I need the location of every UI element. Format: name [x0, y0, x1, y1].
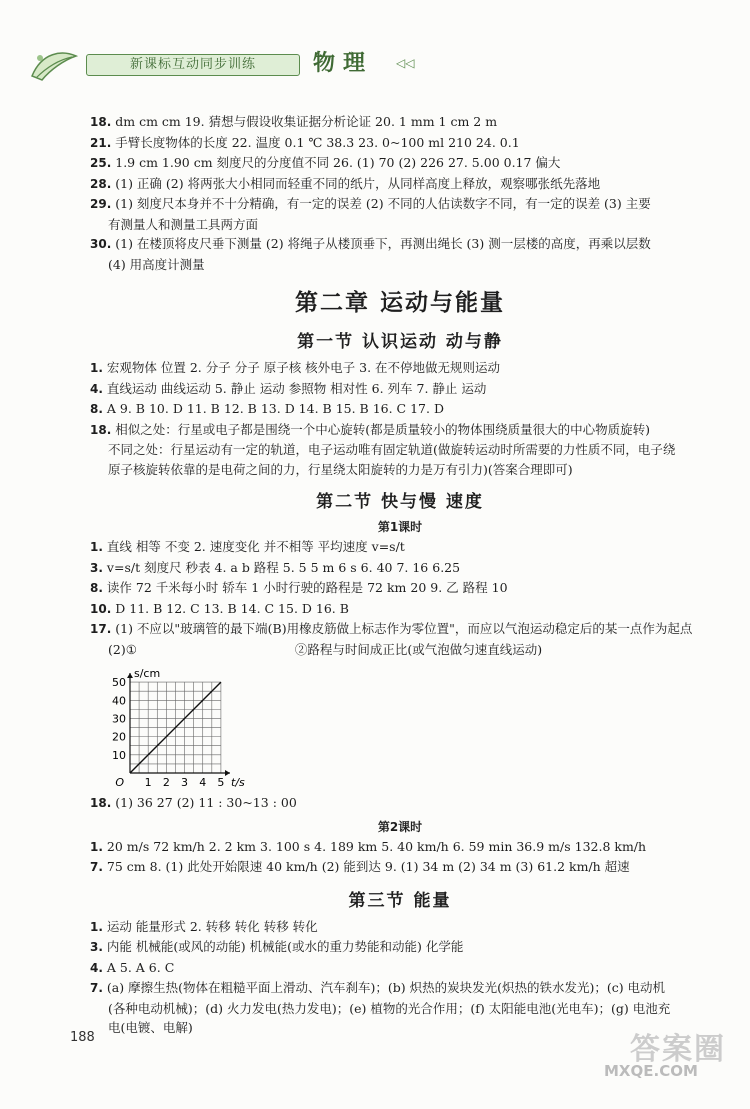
- answer-text: v=s/t 刻度尺 秒表 4. a b 路程 5. 5 5 m 6 s 6. 40 7. 16 6.25: [106, 559, 461, 575]
- answer-line: [90, 358, 710, 379]
- y-tick-label: 40: [112, 694, 126, 708]
- answer-line: [90, 379, 710, 400]
- y-tick-label: 50: [112, 676, 126, 690]
- answer-text: 宏观物体 位置 2. 分子 分子 原子核 核外电子 3. 在不停地做无规则运动: [106, 360, 501, 375]
- answer-line: [90, 420, 710, 441]
- question-number: 1.: [90, 919, 103, 934]
- lesson1-answers-cont: [90, 793, 710, 814]
- question-number: 25.: [90, 156, 112, 170]
- answer-line: [90, 234, 710, 255]
- answer-line: [90, 619, 710, 640]
- answer-line: [90, 837, 710, 858]
- question-number: 8.: [90, 402, 103, 416]
- answer-line: [90, 194, 710, 215]
- answer-text: 原子核旋转依靠的是电荷之间的力，行星绕太阳旋转的力是万有引力)(答案合理即可): [108, 461, 573, 477]
- answer-text: (1) 刻度尺本身并不十分精确，有一定的误差 (2) 不同的人估读数字不同，有一定的误差 (3) 主要: [115, 196, 651, 211]
- answer-line: [90, 793, 710, 814]
- watermark-logo: 答案圈: [630, 1032, 726, 1067]
- answer-text: (1) 36 27 (2) 11 : 30~13 : 00: [115, 795, 297, 810]
- answer-line: [90, 578, 710, 599]
- watermark-url: MXQE.COM: [604, 1062, 698, 1080]
- leaf-logo-icon: [28, 46, 80, 84]
- answer-line: [90, 399, 710, 420]
- question-number: 18.: [90, 422, 112, 437]
- answer-line: [90, 440, 710, 460]
- answer-text: (1) 正确 (2) 将两张大小相同而轻重不同的纸片，从同样高度上释放，观察哪张纸先落地: [115, 175, 601, 191]
- lesson2-title: 第2课时: [377, 819, 423, 834]
- y-axis-label: s/cm: [134, 667, 161, 680]
- question-number: 10.: [90, 601, 112, 616]
- answer-line: [90, 857, 710, 878]
- question-number: 3.: [90, 940, 103, 954]
- answer-line: [90, 460, 710, 480]
- question-number: 1.: [90, 540, 103, 554]
- answer-text: dm cm cm 19. 猜想与假设收集证据分析论证 20. 1 mm 1 cm 2 m: [115, 114, 498, 129]
- question-number: 3.: [90, 560, 103, 575]
- header-arrows-icon: ◁◁: [396, 56, 415, 70]
- q17-part2-answer: ②路程与时间成正比(或气泡做匀速直线运动): [294, 641, 543, 657]
- question-number: 1.: [90, 361, 103, 375]
- y-tick-label: 10: [112, 748, 126, 762]
- q17-part2-row: [90, 640, 710, 660]
- question-number: 7.: [90, 860, 103, 874]
- question-number: 21.: [90, 135, 112, 150]
- question-number: 18.: [90, 115, 112, 129]
- answer-text: (4) 用高度计测量: [108, 256, 205, 272]
- answer-line: [90, 1018, 710, 1038]
- x-tick-label: 2: [162, 776, 170, 789]
- answer-text: 直线 相等 不变 2. 速度变化 并不相等 平均速度 v=s/t: [106, 539, 405, 554]
- answer-text: (1) 不应以"玻璃管的最下端(B)用橡皮筋做上标志作为零位置"，而应以气泡运动稳定后的某一点作为起点: [115, 621, 693, 636]
- question-number: 30.: [90, 237, 112, 251]
- y-tick-label: 30: [112, 712, 126, 726]
- answer-text: (a) 摩擦生热(物体在粗糙平面上滑动、汽车刹车)；(b) 炽热的炭块发光(炽热的铁水发光)；(c) 电动机: [106, 980, 666, 995]
- lesson2-answers: [90, 837, 710, 878]
- answer-text: (各种电动机械)；(d) 火力发电(热力发电)；(e) 植物的光合作用；(f) 太阳能电池(光电车)；(g) 电池充: [108, 1000, 671, 1016]
- answer-text: 直线运动 曲线运动 5. 静止 运动 参照物 相对性 6. 列车 7. 静止 运动: [106, 380, 487, 396]
- question-number: 7.: [90, 981, 103, 995]
- x-tick-label: 5: [217, 776, 225, 789]
- y-axis-arrow-icon: [127, 673, 133, 678]
- question-number: 17.: [90, 622, 112, 636]
- answer-text: 内能 机械能(或风的动能) 机械能(或水的重力势能和动能) 化学能: [106, 939, 464, 954]
- graph-container: [90, 661, 710, 793]
- answer-line: [90, 537, 710, 558]
- answer-text: A 5. A 6. C: [106, 959, 175, 975]
- answer-text: 1.9 cm 1.90 cm 刻度尺的分度值不同 26. (1) 70 (2) 226 27. 5.00 0.17 偏大: [115, 155, 561, 170]
- subject-title: 物理: [313, 50, 374, 76]
- answer-text: 相似之处：行星或电子都是围绕一个中心旋转(都是质量较小的物体围绕质量很大的中心物质旋转): [115, 421, 651, 437]
- question-number: 4.: [90, 960, 103, 975]
- answer-line: [90, 153, 710, 174]
- origin-label: O: [115, 776, 124, 789]
- answer-text: D 11. B 12. C 13. B 14. C 15. D 16. B: [115, 600, 349, 616]
- answer-line: [90, 599, 710, 620]
- answer-line: [90, 999, 710, 1019]
- answer-line: [90, 215, 710, 235]
- answer-text: 运动 能量形式 2. 转移 转化 转移 转化: [106, 918, 318, 934]
- answer-content: [90, 112, 710, 1038]
- answer-line: [90, 917, 710, 938]
- question-number: 28.: [90, 176, 112, 191]
- chapter-title: 第二章 运动与能量: [294, 290, 505, 316]
- x-tick-label: 1: [144, 776, 152, 789]
- answer-line: [90, 958, 710, 979]
- question-number: 1.: [90, 839, 103, 854]
- question-number: 29.: [90, 197, 112, 211]
- section3-title: 第三节 能量: [348, 890, 452, 911]
- answer-line: [90, 133, 710, 154]
- section3-answers: [90, 917, 710, 1038]
- answer-text: 读作 72 千米每小时 轿车 1 小时行驶的路程是 72 km 20 9. 乙 路程 10: [106, 580, 508, 595]
- section1-title: 第一节 认识运动 动与静: [297, 332, 503, 352]
- answer-text: 20 m/s 72 km/h 2. 2 km 3. 100 s 4. 189 km 5. 40 km/h 6. 59 min 36.9 m/s 132.8 km/h: [106, 838, 647, 854]
- answer-text: 电(电镀、电解): [108, 1020, 193, 1035]
- q17-part2-label: (2)①: [108, 641, 137, 657]
- answer-text: 手臂长度物体的长度 22. 温度 0.1 ℃ 38.3 23. 0~100 ml 210 24. 0.1: [115, 134, 520, 150]
- x-tick-label: 4: [199, 776, 207, 789]
- page-header: [28, 38, 468, 84]
- question-number: 8.: [90, 581, 103, 595]
- x-tick-label: 3: [181, 776, 189, 789]
- distance-time-graph: [90, 661, 250, 793]
- chapter1-answers: [90, 112, 710, 274]
- answer-text: (1) 在楼顶将皮尺垂下测量 (2) 将绳子从楼顶垂下，再测出绳长 (3) 测一层楼的高度，再乘以层数: [115, 236, 651, 251]
- answer-line: [90, 174, 710, 195]
- answer-line: [90, 558, 710, 579]
- answer-text: 75 cm 8. (1) 此处开始限速 40 km/h (2) 能到达 9. (1) 34 m (2) 34 m (3) 61.2 km/h 超速: [106, 859, 630, 874]
- x-axis-arrow-icon: [225, 770, 230, 776]
- answer-line: [90, 112, 710, 133]
- y-tick-label: 20: [112, 730, 126, 744]
- lesson1-title: 第1课时: [377, 520, 423, 534]
- question-number: 18.: [90, 796, 112, 810]
- section1-answers: [90, 358, 710, 479]
- answer-line: [90, 978, 710, 999]
- answer-text: 有测量人和测量工具两方面: [108, 216, 259, 232]
- question-number: 4.: [90, 381, 103, 396]
- answer-line: [90, 255, 710, 275]
- lesson1-answers: [90, 537, 710, 640]
- answer-text: A 9. B 10. D 11. B 12. B 13. D 14. B 15. B 16. C 17. D: [106, 401, 444, 416]
- brand-banner: 新课标互动同步训练: [86, 54, 300, 76]
- answer-line: [90, 937, 710, 958]
- page-number: 188: [70, 1030, 95, 1045]
- x-axis-label: t/s: [231, 776, 245, 789]
- answer-text: 不同之处：行星运动有一定的轨道，电子运动唯有固定轨道(做旋转运动时所需要的力性质不同，电子绕: [108, 442, 676, 457]
- section2-title: 第二节 快与慢 速度: [316, 492, 484, 512]
